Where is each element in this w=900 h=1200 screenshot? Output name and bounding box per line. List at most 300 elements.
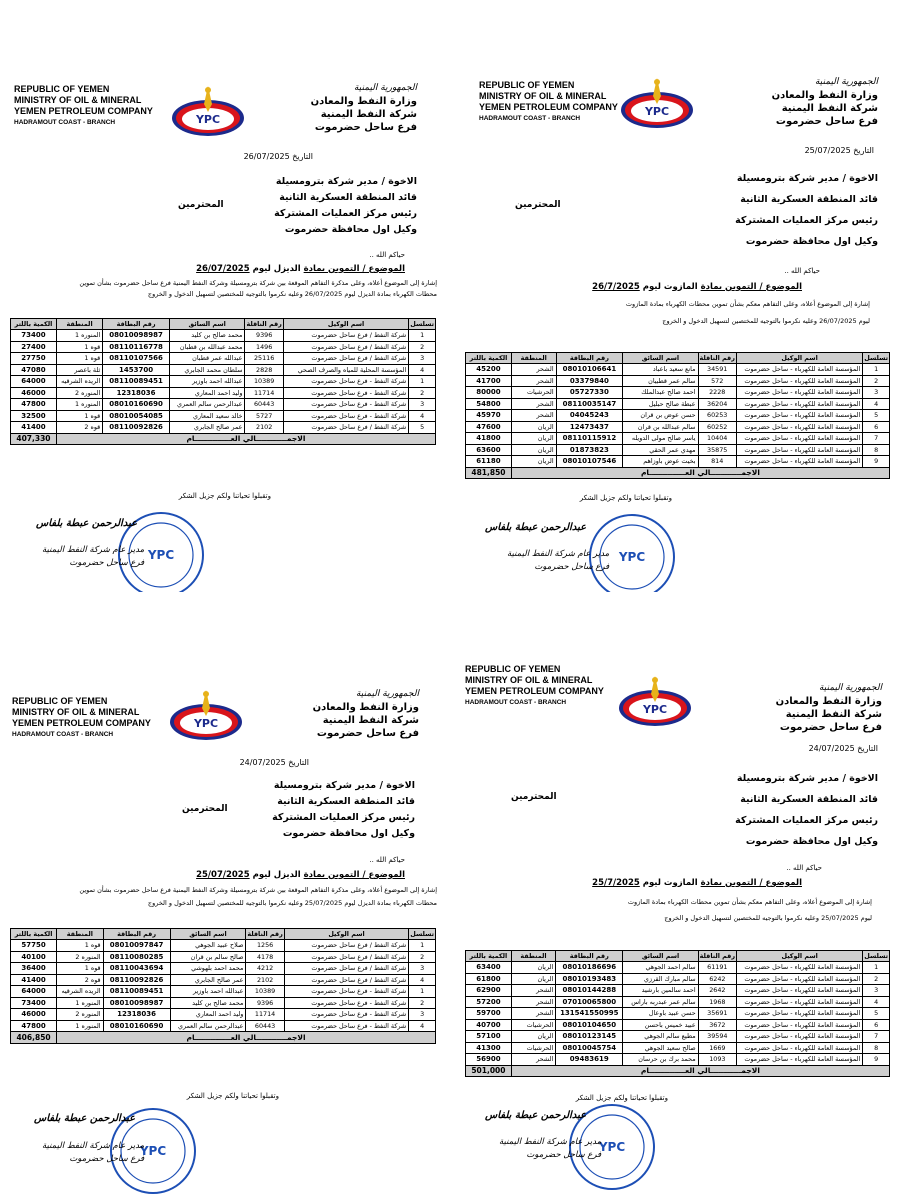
column-header: الكمية باللتر <box>466 951 512 962</box>
signatory-title-line: مدير عام شركة النفط اليمنية <box>42 1141 145 1151</box>
header-ar-line: الجمهورية اليمنية <box>814 77 878 87</box>
header-en-line: REPUBLIC OF YEMEN <box>465 664 561 674</box>
table-cell: 3 <box>863 387 890 399</box>
table-cell: 5727 <box>245 410 283 422</box>
table-cell: المنوره 1 <box>57 1020 103 1032</box>
logo-text: YPC <box>195 113 221 126</box>
table-cell: 07010065800 <box>556 996 623 1008</box>
table-cell: سالم عمر عبدربه باراس <box>623 996 698 1008</box>
table-cell: الريان <box>511 456 556 468</box>
table-cell: 47800 <box>11 399 57 411</box>
table-cell: 36204 <box>698 398 736 410</box>
addressee-block <box>274 174 417 238</box>
table-cell: 4 <box>409 1020 436 1032</box>
subject-date: 26/7/2025 <box>592 282 640 292</box>
table-cell: 2 <box>863 973 890 985</box>
subject-label: الموضوع / التموين بمادة <box>303 870 405 880</box>
table-cell: المؤسسة العامة للكهرباء - ساحل حضرموت <box>737 985 863 997</box>
table-cell: قوه 2 <box>56 422 102 434</box>
table-cell: 08010193483 <box>556 973 623 985</box>
column-header: رقم الناقلة <box>699 952 736 960</box>
column-header: المنطقة <box>56 319 102 330</box>
table-cell: المؤسسة العامة للكهرباء - ساحل حضرموت <box>737 1031 863 1043</box>
table-cell: المؤسسة العامة للكهرباء - ساحل حضرموت <box>737 973 863 985</box>
table-row <box>11 951 436 963</box>
total-label: الاجمــــــــــــالي العــــــــــــــام <box>56 433 435 445</box>
table-cell: المؤسسة العامة للكهرباء - ساحل حضرموت <box>736 410 862 422</box>
header-en-line: YEMEN PETROLEUM COMPANY <box>479 102 618 112</box>
header-ar-line: وزارة النفط والمعادن <box>312 702 419 713</box>
header-ar-line: فرع ساحل حضرموت <box>779 722 882 733</box>
column-header: رقم الناقلة <box>247 930 283 938</box>
table-row <box>11 974 436 986</box>
table-cell: شركة النفط / فرع ساحل حضرموت <box>284 974 409 986</box>
addressee-block <box>735 768 878 852</box>
table-cell: 08010160690 <box>103 1020 170 1032</box>
table-cell: المؤسسة العامة للكهرباء - ساحل حضرموت <box>737 1019 863 1031</box>
addressee-line: قائد المنطقة العسكرية الثانية <box>279 192 417 203</box>
table-cell: سالم مبارك القرزي <box>623 973 698 985</box>
table-cell: 7 <box>863 433 890 445</box>
table-cell: الريان <box>511 1031 555 1043</box>
table-row <box>466 973 890 985</box>
table-cell: 1669 <box>698 1042 736 1054</box>
table-cell: 9 <box>863 456 890 468</box>
table-cell: 9396 <box>245 330 283 342</box>
addressee-line: الاخوة / مدير شركة بترومسيلة <box>273 780 415 791</box>
table-cell: 32500 <box>11 410 57 422</box>
table-cell: الريده الشرقيه <box>57 986 103 998</box>
table-cell: سالم عمر قطبيان <box>623 375 698 387</box>
subject-date: 26/07/2025 <box>196 264 250 274</box>
table-cell: المؤسسة العامة للكهرباء - ساحل حضرموت <box>736 375 862 387</box>
column-header: اسم الوكيل <box>737 951 863 962</box>
table-cell: 80000 <box>466 387 512 399</box>
subject-line <box>196 264 405 274</box>
table-cell: 8 <box>863 444 890 456</box>
table-cell: الشحر <box>511 996 555 1008</box>
table-header-row <box>466 951 890 962</box>
table-cell: 08010123145 <box>556 1031 623 1043</box>
signatory-title <box>42 544 144 570</box>
table-cell: 40700 <box>466 1019 512 1031</box>
table-cell: 09483619 <box>556 1054 623 1066</box>
table-cell: الشحر <box>511 1054 555 1066</box>
header-english <box>465 664 604 708</box>
table-row <box>11 940 436 952</box>
column-header: رقم الناقلة <box>246 320 282 328</box>
table-cell: 08110089451 <box>103 986 170 998</box>
signatory-title-line: فرع ساحل حضرموت <box>69 1154 145 1164</box>
header-en-line: MINISTRY OF OIL & MINERAL <box>479 91 607 101</box>
column-header: اسم السائق <box>623 951 698 962</box>
table-cell: 57100 <box>466 1031 512 1043</box>
table-cell: قوه 1 <box>56 353 102 365</box>
column-header: تسلسل <box>410 930 434 938</box>
table-cell: المؤسسة العامة للكهرباء - ساحل حضرموت <box>737 1042 863 1054</box>
subject-label: الموضوع / التموين بمادة <box>700 282 802 292</box>
table-cell: 08110092826 <box>103 974 170 986</box>
header-english <box>12 696 151 740</box>
table-cell: 45200 <box>466 364 512 376</box>
signatory-title-line: فرع ساحل حضرموت <box>69 558 145 568</box>
subject-date: 25/07/2025 <box>196 870 250 880</box>
table-row <box>11 341 436 353</box>
table-cell: 1 <box>863 962 890 974</box>
table-row <box>466 996 890 1008</box>
header-ar-line: شركة النفط اليمنية <box>781 103 878 114</box>
table-cell: 6 <box>863 1019 890 1031</box>
table-row <box>466 456 890 468</box>
table-cell: 2 <box>409 341 436 353</box>
header-ar-line: فرع ساحل حضرموت <box>775 116 878 127</box>
table-cell: 6 <box>863 421 890 433</box>
column-header: رقم البطاقة <box>103 929 170 940</box>
table-cell: الريان <box>511 421 556 433</box>
table-cell: الحرشيات <box>511 1019 555 1031</box>
respected-label: المحترمين <box>515 200 561 210</box>
header-en-line: YEMEN PETROLEUM COMPANY <box>12 718 151 728</box>
table-cell: 3672 <box>698 1019 736 1031</box>
addressee-line: الاخوة / مدير شركة بترومسيلة <box>736 173 878 184</box>
table-cell: قوه 1 <box>57 940 103 952</box>
table-cell: المؤسسة العامة للكهرباء - ساحل حضرموت <box>736 421 862 433</box>
total-row <box>466 1065 890 1077</box>
table-cell: 1 <box>863 364 890 376</box>
table-cell: 35691 <box>698 1008 736 1020</box>
allocation-table <box>10 928 436 1044</box>
table-cell: 47600 <box>466 421 512 433</box>
table-cell: الشحر <box>511 410 556 422</box>
signatory-title-line: مدير عام شركة النفط اليمنية <box>507 549 610 559</box>
table-cell: 40100 <box>11 951 57 963</box>
table-cell: 12473437 <box>556 421 623 433</box>
date-line <box>240 758 309 767</box>
table-cell: 1496 <box>245 341 283 353</box>
table-row <box>11 353 436 365</box>
table-cell: الشحر <box>511 375 556 387</box>
table-cell: 46000 <box>11 387 57 399</box>
document-4 <box>455 608 900 1200</box>
total-value: 406,850 <box>11 1032 57 1044</box>
table-cell: 60253 <box>698 410 736 422</box>
addressee-line: وكيل اول محافظة حضرموت <box>745 836 878 847</box>
header-en-line: MINISTRY OF OIL & MINERAL <box>465 675 593 685</box>
date-label: التاريخ <box>292 152 313 161</box>
table-cell: احمد صالح عبدالملك <box>623 387 698 399</box>
addressee-block <box>272 778 415 842</box>
column-header: تسلسل <box>410 320 434 328</box>
column-header: اسم السائق <box>170 929 246 940</box>
header-ar-line: وزارة النفط والمعادن <box>771 90 878 101</box>
table-cell: 35875 <box>698 444 736 456</box>
column-header: رقم البطاقة <box>103 319 170 330</box>
date-line <box>244 152 313 161</box>
table-cell: 61180 <box>466 456 512 468</box>
signatory-name: عبدالرحمن عبطة بلفاس <box>36 518 138 529</box>
table-cell: 4212 <box>246 963 284 975</box>
allocation-table <box>465 352 890 479</box>
table-cell: شركة النفط / فرع ساحل حضرموت <box>283 341 408 353</box>
stamp-text: YPC <box>139 1144 167 1158</box>
table-cell: وليد احمد المعاري <box>170 1009 246 1021</box>
addressee-line: رئيس مركز العمليات المشتركة <box>735 215 878 226</box>
table-cell: محمد برك بن حرسان <box>623 1054 698 1066</box>
table-cell: 1093 <box>698 1054 736 1066</box>
signatory-name: عبدالرحمن عبطة بلفاس <box>485 1110 587 1121</box>
table-header-row <box>466 353 890 364</box>
ypc-logo-icon <box>166 686 246 746</box>
table-cell: 08010186696 <box>556 962 623 974</box>
table-row <box>11 364 436 376</box>
table-cell: المؤسسة العامة للكهرباء - ساحل حضرموت <box>736 387 862 399</box>
table-cell: الشحر <box>511 985 555 997</box>
table-cell: 1 <box>409 376 436 388</box>
body-paragraph <box>79 278 437 300</box>
table-cell: المنوره 2 <box>56 387 102 399</box>
total-label: الاجمــــــــــــالي العــــــــــــــام <box>57 1032 436 1044</box>
table-cell: 2642 <box>698 985 736 997</box>
subject-label: الموضوع / التموين بمادة <box>700 878 802 888</box>
table-cell: شركة النفط / فرع ساحل حضرموت <box>284 940 409 952</box>
table-cell: المنوره 1 <box>56 330 102 342</box>
table-cell: المؤسسة العامة للكهرباء - ساحل حضرموت <box>736 444 862 456</box>
table-cell: 63600 <box>466 444 512 456</box>
total-value: 407,330 <box>11 433 57 445</box>
table-cell: الحرشيات <box>511 1042 555 1054</box>
logo-text: YPC <box>642 703 668 716</box>
table-cell: الريده الشرقيه <box>56 376 102 388</box>
table-cell: 57200 <box>466 996 512 1008</box>
header-arabic <box>311 82 417 134</box>
body-line: إشارة إلى الموضوع أعلاه، وعلى التفاهم معكم بشأن تموين محطات الكهرباء بمادة المازوت <box>625 300 870 308</box>
table-cell: 5 <box>409 422 436 434</box>
addressee-line: الاخوة / مدير شركة بترومسيلة <box>736 773 878 784</box>
table-cell: 36400 <box>11 963 57 975</box>
body-line: محطات الكهرباء بمادة الديزل ليوم 26/07/2025 وعليه نكرموا بالتوجيه للمختصين لتسهيل الدخول و الخروج <box>147 290 437 298</box>
signatory-title <box>507 548 609 574</box>
subject-line <box>196 870 405 880</box>
table-cell: صالح سعيد الجوهي <box>623 1042 698 1054</box>
addressee-line: رئيس مركز العمليات المشتركة <box>274 208 417 219</box>
table-cell: 4 <box>409 974 436 986</box>
table-cell: 57750 <box>11 940 57 952</box>
total-row <box>11 1032 436 1044</box>
table-row <box>466 421 890 433</box>
table-row <box>466 398 890 410</box>
subject-line <box>592 282 802 292</box>
date-label: التاريخ <box>853 146 874 155</box>
table-cell: 54800 <box>466 398 512 410</box>
table-cell: 59700 <box>466 1008 512 1020</box>
header-ar-line: شركة النفط اليمنية <box>320 109 417 120</box>
table-row <box>11 330 436 342</box>
table-cell: 4 <box>863 398 890 410</box>
table-cell: 08110116778 <box>103 341 170 353</box>
table-cell: 2 <box>409 387 436 399</box>
document-2 <box>455 0 900 592</box>
table-cell: 10404 <box>698 433 736 445</box>
table-cell: شركة النفط - فرع ساحل حضرموت <box>283 387 408 399</box>
column-header: رقم البطاقة <box>556 353 623 364</box>
table-cell: الريان <box>511 444 556 456</box>
table-cell: شركة النفط / فرع ساحل حضرموت <box>284 951 409 963</box>
table-cell: 1453700 <box>103 364 170 376</box>
table-cell: 11714 <box>246 1009 284 1021</box>
subject-product: المازوت ليوم <box>642 878 698 888</box>
header-arabic <box>313 688 419 740</box>
column-header: رقم البطاقة <box>556 951 623 962</box>
date-value: 25/07/2025 <box>804 146 851 155</box>
table-row <box>466 375 890 387</box>
table-cell: المؤسسة العامة للكهرباء - ساحل حضرموت <box>737 1054 863 1066</box>
subject-label: الموضوع / التموين بمادة <box>303 264 405 274</box>
table-cell: 8 <box>863 1042 890 1054</box>
table-row <box>466 1031 890 1043</box>
total-row <box>466 467 890 479</box>
table-cell: عمر صالح الجابري <box>169 422 245 434</box>
header-ar-line: وزارة النفط والمعادن <box>310 96 417 107</box>
addressee-line: وكيل اول محافظة حضرموت <box>282 828 415 839</box>
table-cell: 1 <box>409 986 436 998</box>
stamp-text: YPC <box>598 1140 626 1154</box>
header-en-line: MINISTRY OF OIL & MINERAL <box>12 707 140 717</box>
table-cell: المؤسسة العامة للكهرباء - ساحل حضرموت <box>737 996 863 1008</box>
table-cell: 64000 <box>11 986 57 998</box>
header-en-line: MINISTRY OF OIL & MINERAL <box>14 95 142 105</box>
column-header: رقم الناقلة <box>699 354 735 362</box>
header-en-line: HADRAMOUT COAST - BRANCH <box>465 699 567 706</box>
table-cell: 08110043694 <box>103 963 170 975</box>
header-ar-line: شركة النفط اليمنية <box>322 715 419 726</box>
document-1 <box>0 0 445 592</box>
table-cell: 08010098987 <box>103 330 170 342</box>
table-cell: 60443 <box>246 1020 284 1032</box>
signatory-title-line: مدير عام شركة النفط اليمنية <box>499 1137 602 1147</box>
table-cell: المؤسسة المحلية للمياه والصرف الصحي <box>283 364 408 376</box>
table-cell: 08010054085 <box>103 410 170 422</box>
table-cell: عبدالرحمن سالم العمري <box>169 399 245 411</box>
table-cell: المؤسسة العامة للكهرباء - ساحل حضرموت <box>736 456 862 468</box>
signatory-title <box>499 1136 601 1162</box>
header-ar-line: فرع ساحل حضرموت <box>314 122 417 133</box>
table-cell: 47800 <box>11 1020 57 1032</box>
table-cell: 60443 <box>245 399 283 411</box>
header-ar-line: الجمهورية اليمنية <box>818 683 882 693</box>
table-cell: 08010104650 <box>556 1019 623 1031</box>
header-en-line: HADRAMOUT COAST - BRANCH <box>479 115 581 122</box>
ypc-logo-icon <box>168 82 248 142</box>
body-line: إشارة إلى الموضوع أعلاه، وعلى مذكرة التفاهم الموقعة بين شركة بترومسيلة وشركة النفط اليمنية فرع ساحل حضرموت بشأن تموين <box>79 886 437 894</box>
table-cell: صلاح عبيد الجوهي <box>170 940 246 952</box>
table-cell: 12318036 <box>103 387 170 399</box>
table-cell: ياسر صالح مولى الدويله <box>623 433 698 445</box>
table-cell: 34591 <box>698 364 736 376</box>
table-cell: قوه 1 <box>56 341 102 353</box>
table-row <box>466 962 890 974</box>
table-cell: 12318036 <box>103 1009 170 1021</box>
table-cell: 64000 <box>11 376 57 388</box>
header-arabic <box>772 76 878 128</box>
body-line: محطات الكهرباء بمادة الديزل ليوم 25/07/2025 وعليه نكرموا بالتوجيه للمختصين لتسهيل الدخول و الخروج <box>147 899 437 907</box>
table-cell: 08010107546 <box>556 456 623 468</box>
date-value: 24/07/2025 <box>808 744 855 753</box>
date-value: 26/07/2025 <box>243 152 290 161</box>
respected-label: المحترمين <box>182 804 228 814</box>
column-header: الكمية باللتر <box>466 353 512 364</box>
table-cell: عبدالله احمد باوزير <box>169 376 245 388</box>
table-cell: المؤسسة العامة للكهرباء - ساحل حضرموت <box>737 962 863 974</box>
table-cell: 08110035147 <box>556 398 623 410</box>
table-cell: 41400 <box>11 422 57 434</box>
column-header: المنطقة <box>57 929 103 940</box>
body-paragraph <box>79 884 437 910</box>
table-cell: 2 <box>863 375 890 387</box>
column-header: اسم السائق <box>169 319 245 330</box>
table-cell: 08010045754 <box>556 1042 623 1054</box>
table-cell: الريان <box>511 962 555 974</box>
date-label: التاريخ <box>857 744 878 753</box>
subject-product: المازوت ليوم <box>642 282 698 292</box>
greeting: حياكم الله .. <box>369 856 405 864</box>
respected-label: المحترمين <box>511 792 557 802</box>
table-cell: 572 <box>698 375 736 387</box>
table-row <box>11 997 436 1009</box>
table-header-row <box>11 929 436 940</box>
table-row <box>466 387 890 399</box>
table-cell: الشحر <box>511 364 556 376</box>
header-english <box>14 84 153 128</box>
table-cell: 1256 <box>246 940 284 952</box>
table-cell: شركة النفط - فرع ساحل حضرموت <box>283 376 408 388</box>
table-cell: مطيع سالم الجوهي <box>623 1031 698 1043</box>
table-cell: 46000 <box>11 1009 57 1021</box>
table-cell: مانع سعيد باعباد <box>623 364 698 376</box>
table-cell: سالم احمد الجوهي <box>623 962 698 974</box>
stamp-text: YPC <box>618 550 646 564</box>
addressee-line: قائد المنطقة العسكرية الثانية <box>740 794 878 805</box>
allocation-table <box>10 318 436 445</box>
table-cell: 01873823 <box>556 444 623 456</box>
column-header: اسم السائق <box>623 353 698 364</box>
table-cell: 3 <box>409 399 436 411</box>
table-cell: 25116 <box>245 353 283 365</box>
table-row <box>11 986 436 998</box>
signatory-title <box>42 1140 144 1166</box>
table-cell: الشحر <box>511 1008 555 1020</box>
ypc-logo-icon <box>617 74 697 134</box>
column-header: تسلسل <box>864 952 888 960</box>
table-cell: سلطان محمد الجابري <box>169 364 245 376</box>
table-cell: 39594 <box>698 1031 736 1043</box>
allocation-table <box>465 950 890 1077</box>
table-cell: شركة النفط - فرع ساحل حضرموت <box>283 410 408 422</box>
table-cell: 5 <box>863 410 890 422</box>
table-row <box>11 410 436 422</box>
table-cell: الحرشيات <box>511 387 556 399</box>
table-cell: قوه 1 <box>56 410 102 422</box>
table-cell: عبطة صالح حبليل <box>623 398 698 410</box>
table-cell: 9 <box>863 1054 890 1066</box>
table-cell: 3 <box>409 353 436 365</box>
column-header: المنطقة <box>511 951 555 962</box>
table-cell: 4 <box>409 364 436 376</box>
table-cell: الريان <box>511 433 556 445</box>
column-header: الكمية باللتر <box>11 929 57 940</box>
table-cell: 56900 <box>466 1054 512 1066</box>
table-cell: 4178 <box>246 951 284 963</box>
table-cell: 131541550995 <box>556 1008 623 1020</box>
